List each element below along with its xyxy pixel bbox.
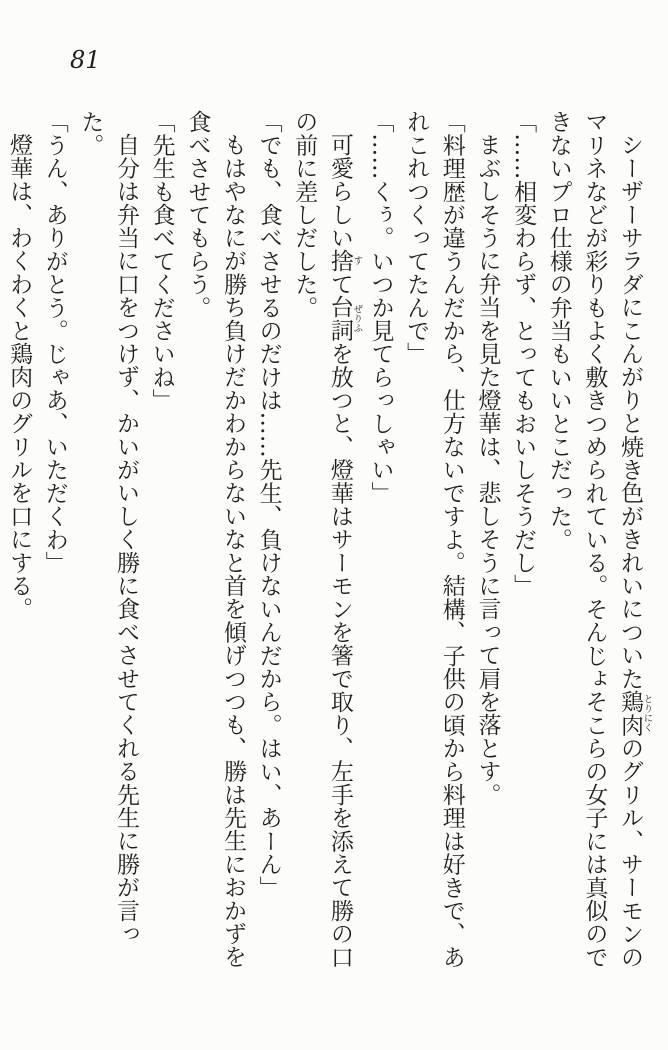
paragraph: もはやなにが勝ち負けだかわからないなと首を傾げつつも、勝は先生におかずを食べさせてもらう。 [184, 110, 246, 969]
paragraph: 「でも、食べさせるのだけは……先生、負けないんだから。はい、あーん」 [255, 110, 282, 899]
paragraph: 燈華は、わくわくと鶏肉のグリルを口にする。 [6, 133, 33, 621]
furigana-reading: とりにく [641, 689, 653, 737]
page-number: 81 [70, 46, 101, 74]
furigana-term: 台詞ぜりふ [326, 295, 363, 342]
furigana-reading: ぜりふ [351, 295, 363, 342]
paragraph: まぶしそうに弁当を見た燈華は、悲しそうに言って肩を落とす。 [474, 133, 501, 806]
furigana-term: 鶏肉とりにく [617, 689, 653, 737]
paragraph: 「先生も食べてくださいね」 [148, 110, 175, 412]
furigana-reading: す [351, 249, 363, 273]
paragraph: 自分は弁当に口をつけず、かいがいしく勝に食べさせてくれる先生に勝が言った。 [77, 110, 140, 945]
vertical-text-column-area [6, 110, 653, 988]
paragraph: シーザーサラダにこんがりと焼き色がきれいについた鶏肉とりにくのグリル、サーモンのマリネなどが彩りもよく敷きつめられている。そんじょそこらの女子には真似のできないプロ仕様の弁当もいいとこだった。 [545, 110, 653, 969]
paragraph: 「料理歴が違うんだから、仕方ないですよ。結構、子供の頃から料理は好きで、あれこれつくってたんで」 [403, 110, 465, 969]
paragraph: 「……くぅ。いつか見てらっしゃい」 [367, 110, 394, 505]
paragraph: 「……相変わらず、とってもおいしそうだし」 [510, 110, 537, 598]
furigana-term: 捨す [326, 249, 363, 273]
paragraph: 可愛らしい捨すて台詞ぜりふを放つと、燈華はサーモンを箸で取り、左手を添えて勝の口の前に差しだした。 [291, 110, 363, 969]
paragraph: 「うん、ありがとう。じゃあ、いただくわ」 [41, 110, 68, 574]
